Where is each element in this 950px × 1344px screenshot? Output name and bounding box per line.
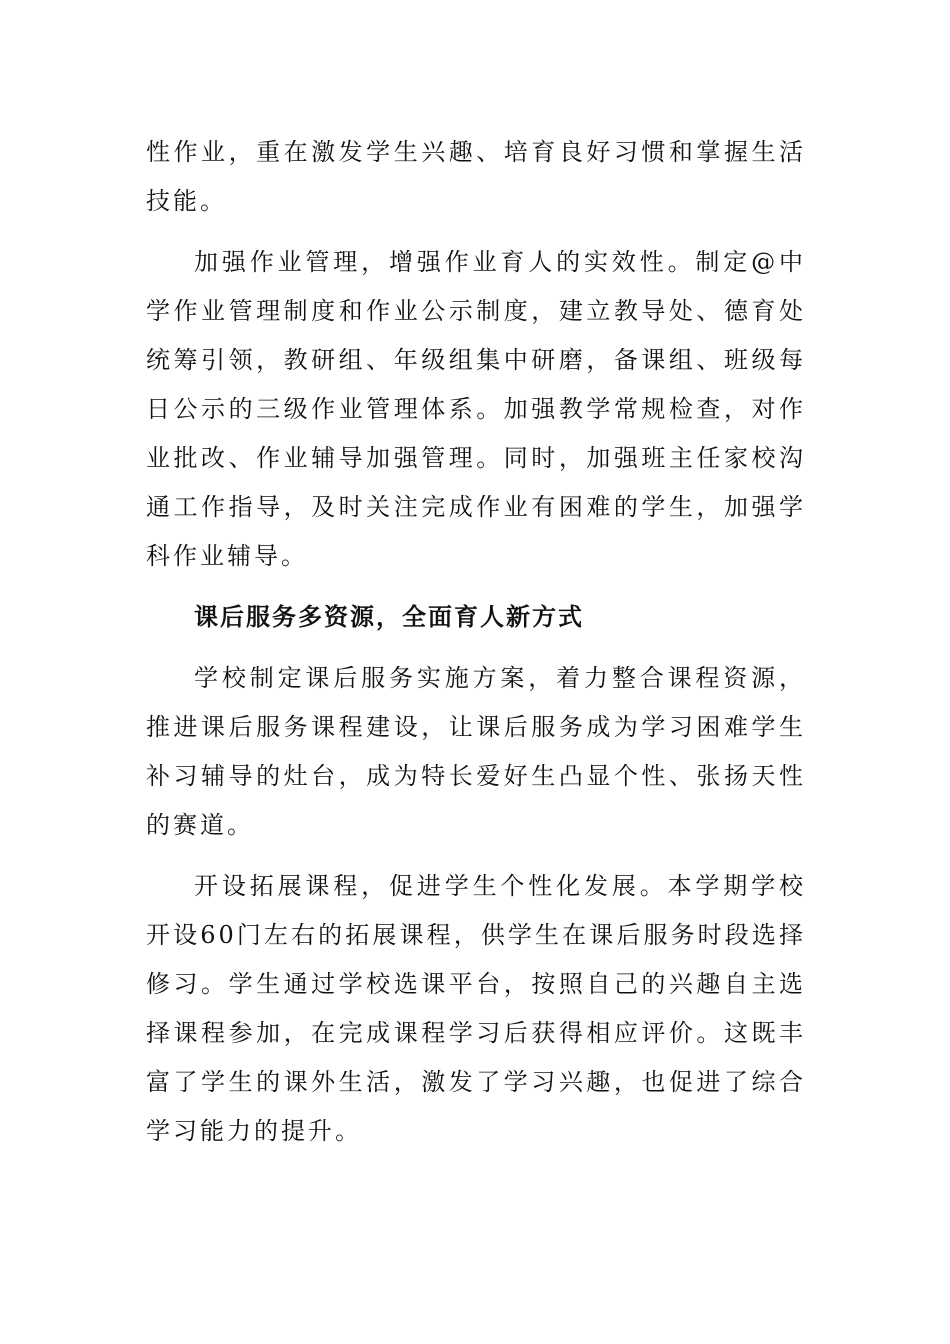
paragraph-continued: 性作业，重在激发学生兴趣、培育良好习惯和掌握生活技能。 <box>146 138 806 215</box>
paragraph-extension-courses: 开设拓展课程，促进学生个性化发展。本学期学校开设60门左右的拓展课程，供学生在课后服务时段选择修习。学生通过学校选课平台，按照自己的兴趣自主选择课程参加，在完成课程学习后获得相应评价。这既丰富了学生的课外生活，激发了学习兴趣，也促进了综合学习能力的提升。 <box>146 872 806 1145</box>
document-body <box>146 128 806 1168</box>
paragraph-after-school-service: 学校制定课后服务实施方案，着力整合课程资源，推进课后服务课程建设，让课后服务成为学习困难学生补习辅导的灶台，成为特长爱好生凸显个性、张扬天性的赛道。 <box>146 664 806 839</box>
section-heading: 课后服务多资源，全面育人新方式 <box>194 603 584 631</box>
paragraph-homework-management: 加强作业管理，增强作业育人的实效性。制定@中学作业管理制度和作业公示制度，建立教导处、德育处统筹引领，教研组、年级组集中研磨，备课组、班级每日公示的三级作业管理体系。加强教学常规检查，对作业批改、作业辅导加强管理。同时，加强班主任家校沟通工作指导，及时关注完成作业有困难的学生，加强学科作业辅导。 <box>146 248 806 570</box>
